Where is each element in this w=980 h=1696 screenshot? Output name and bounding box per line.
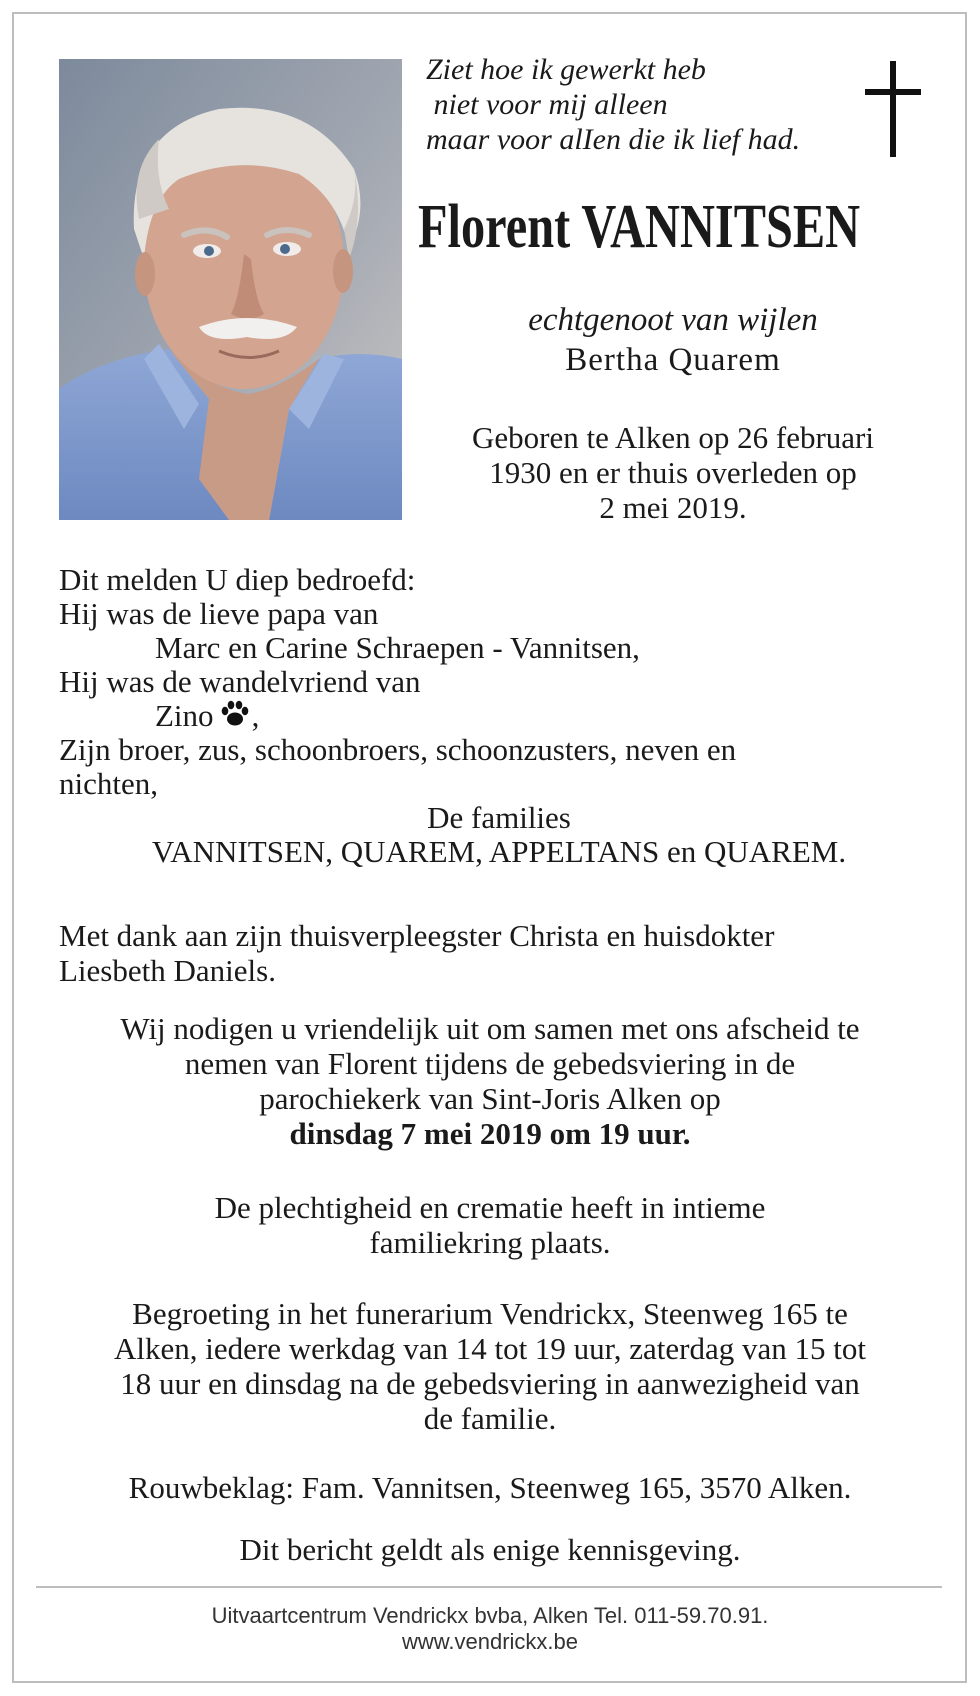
pet-comma: , xyxy=(251,698,260,733)
family-line: nichten, xyxy=(59,766,158,801)
spouse-block xyxy=(418,300,928,380)
ceremony-line: De plechtigheid en crematie heeft in intieme xyxy=(214,1190,766,1225)
birth-death-info xyxy=(418,420,928,525)
greeting-line: Begroeting in het funerarium Vendrickx, Steenweg 165 te xyxy=(132,1296,848,1331)
thanks-paragraph xyxy=(59,918,939,988)
family-line: Zijn broer, zus, schoonbroers, schoonzusters, neven en xyxy=(59,732,737,767)
spouse-name: Bertha Quarem xyxy=(565,342,781,378)
ceremony-paragraph xyxy=(40,1190,940,1260)
birth-line: 1930 en er thuis overleden op xyxy=(489,455,857,490)
family-list xyxy=(59,563,939,869)
invitation-line: nemen van Florent tijdens de gebedsviering in de xyxy=(184,1046,796,1081)
footer xyxy=(0,1603,980,1655)
invitation-paragraph xyxy=(40,1011,940,1151)
invitation-line: Wij nodigen u vriendelijk uit om samen met ons afscheid te xyxy=(120,1011,860,1046)
greeting-paragraph xyxy=(40,1296,940,1436)
family-line: Hij was de wandelvriend van xyxy=(59,664,421,699)
cross-icon xyxy=(865,61,921,157)
pet-name: Zino xyxy=(155,698,214,733)
footer-company: Uitvaartcentrum Vendrickx bvba, Alken Tel. 011-59.70.91. xyxy=(211,1603,769,1628)
greeting-line: Alken, iedere werkdag van 14 tot 19 uur, zaterdag van 15 tot xyxy=(114,1331,866,1366)
poem xyxy=(426,52,846,157)
poem-line: maar voor alIen die ik lief had. xyxy=(426,123,801,156)
birth-line: Geboren te Alken op 26 februari xyxy=(471,420,874,455)
footer-website[interactable]: www.vendrickx.be xyxy=(401,1629,579,1654)
family-line: Marc en Carine Schraepen - Vannitsen, xyxy=(155,630,640,665)
greeting-line: de familie. xyxy=(423,1401,557,1436)
family-line: Hij was de lieve papa van xyxy=(59,596,379,631)
family-line-pet xyxy=(59,699,939,733)
footer-divider xyxy=(36,1586,942,1588)
poem-line: Ziet hoe ik gewerkt heb xyxy=(426,53,706,86)
paw-icon xyxy=(220,700,250,728)
family-line: VANNITSEN, QUAREM, APPELTANS en QUAREM. xyxy=(151,834,847,869)
family-line: Dit melden U diep bedroefd: xyxy=(59,562,416,597)
portrait-photo xyxy=(59,59,402,520)
spouse-intro: echtgenoot van wijlen xyxy=(528,302,818,338)
poem-line: niet voor mij alleen xyxy=(426,88,668,121)
deceased-name: Florent VANNITSEN xyxy=(418,193,861,261)
invitation-line: parochiekerk van Sint-Joris Alken op xyxy=(259,1081,721,1116)
birth-line: 2 mei 2019. xyxy=(599,490,747,525)
thanks-line: Met dank aan zijn thuisverpleegster Christa en huisdokter xyxy=(59,918,775,953)
condolences-address: Rouwbeklag: Fam. Vannitsen, Steenweg 165, 3570 Alken. xyxy=(128,1470,852,1505)
greeting-line: 18 uur en dinsdag na de gebedsviering in aanwezigheid van xyxy=(120,1366,860,1401)
notice-text: Dit bericht geldt als enige kennisgeving. xyxy=(239,1532,741,1567)
thanks-line: Liesbeth Daniels. xyxy=(59,953,276,988)
family-line: De families xyxy=(427,800,571,835)
invitation-date: dinsdag 7 mei 2019 om 19 uur. xyxy=(289,1116,691,1151)
ceremony-line: familiekring plaats. xyxy=(369,1225,611,1260)
